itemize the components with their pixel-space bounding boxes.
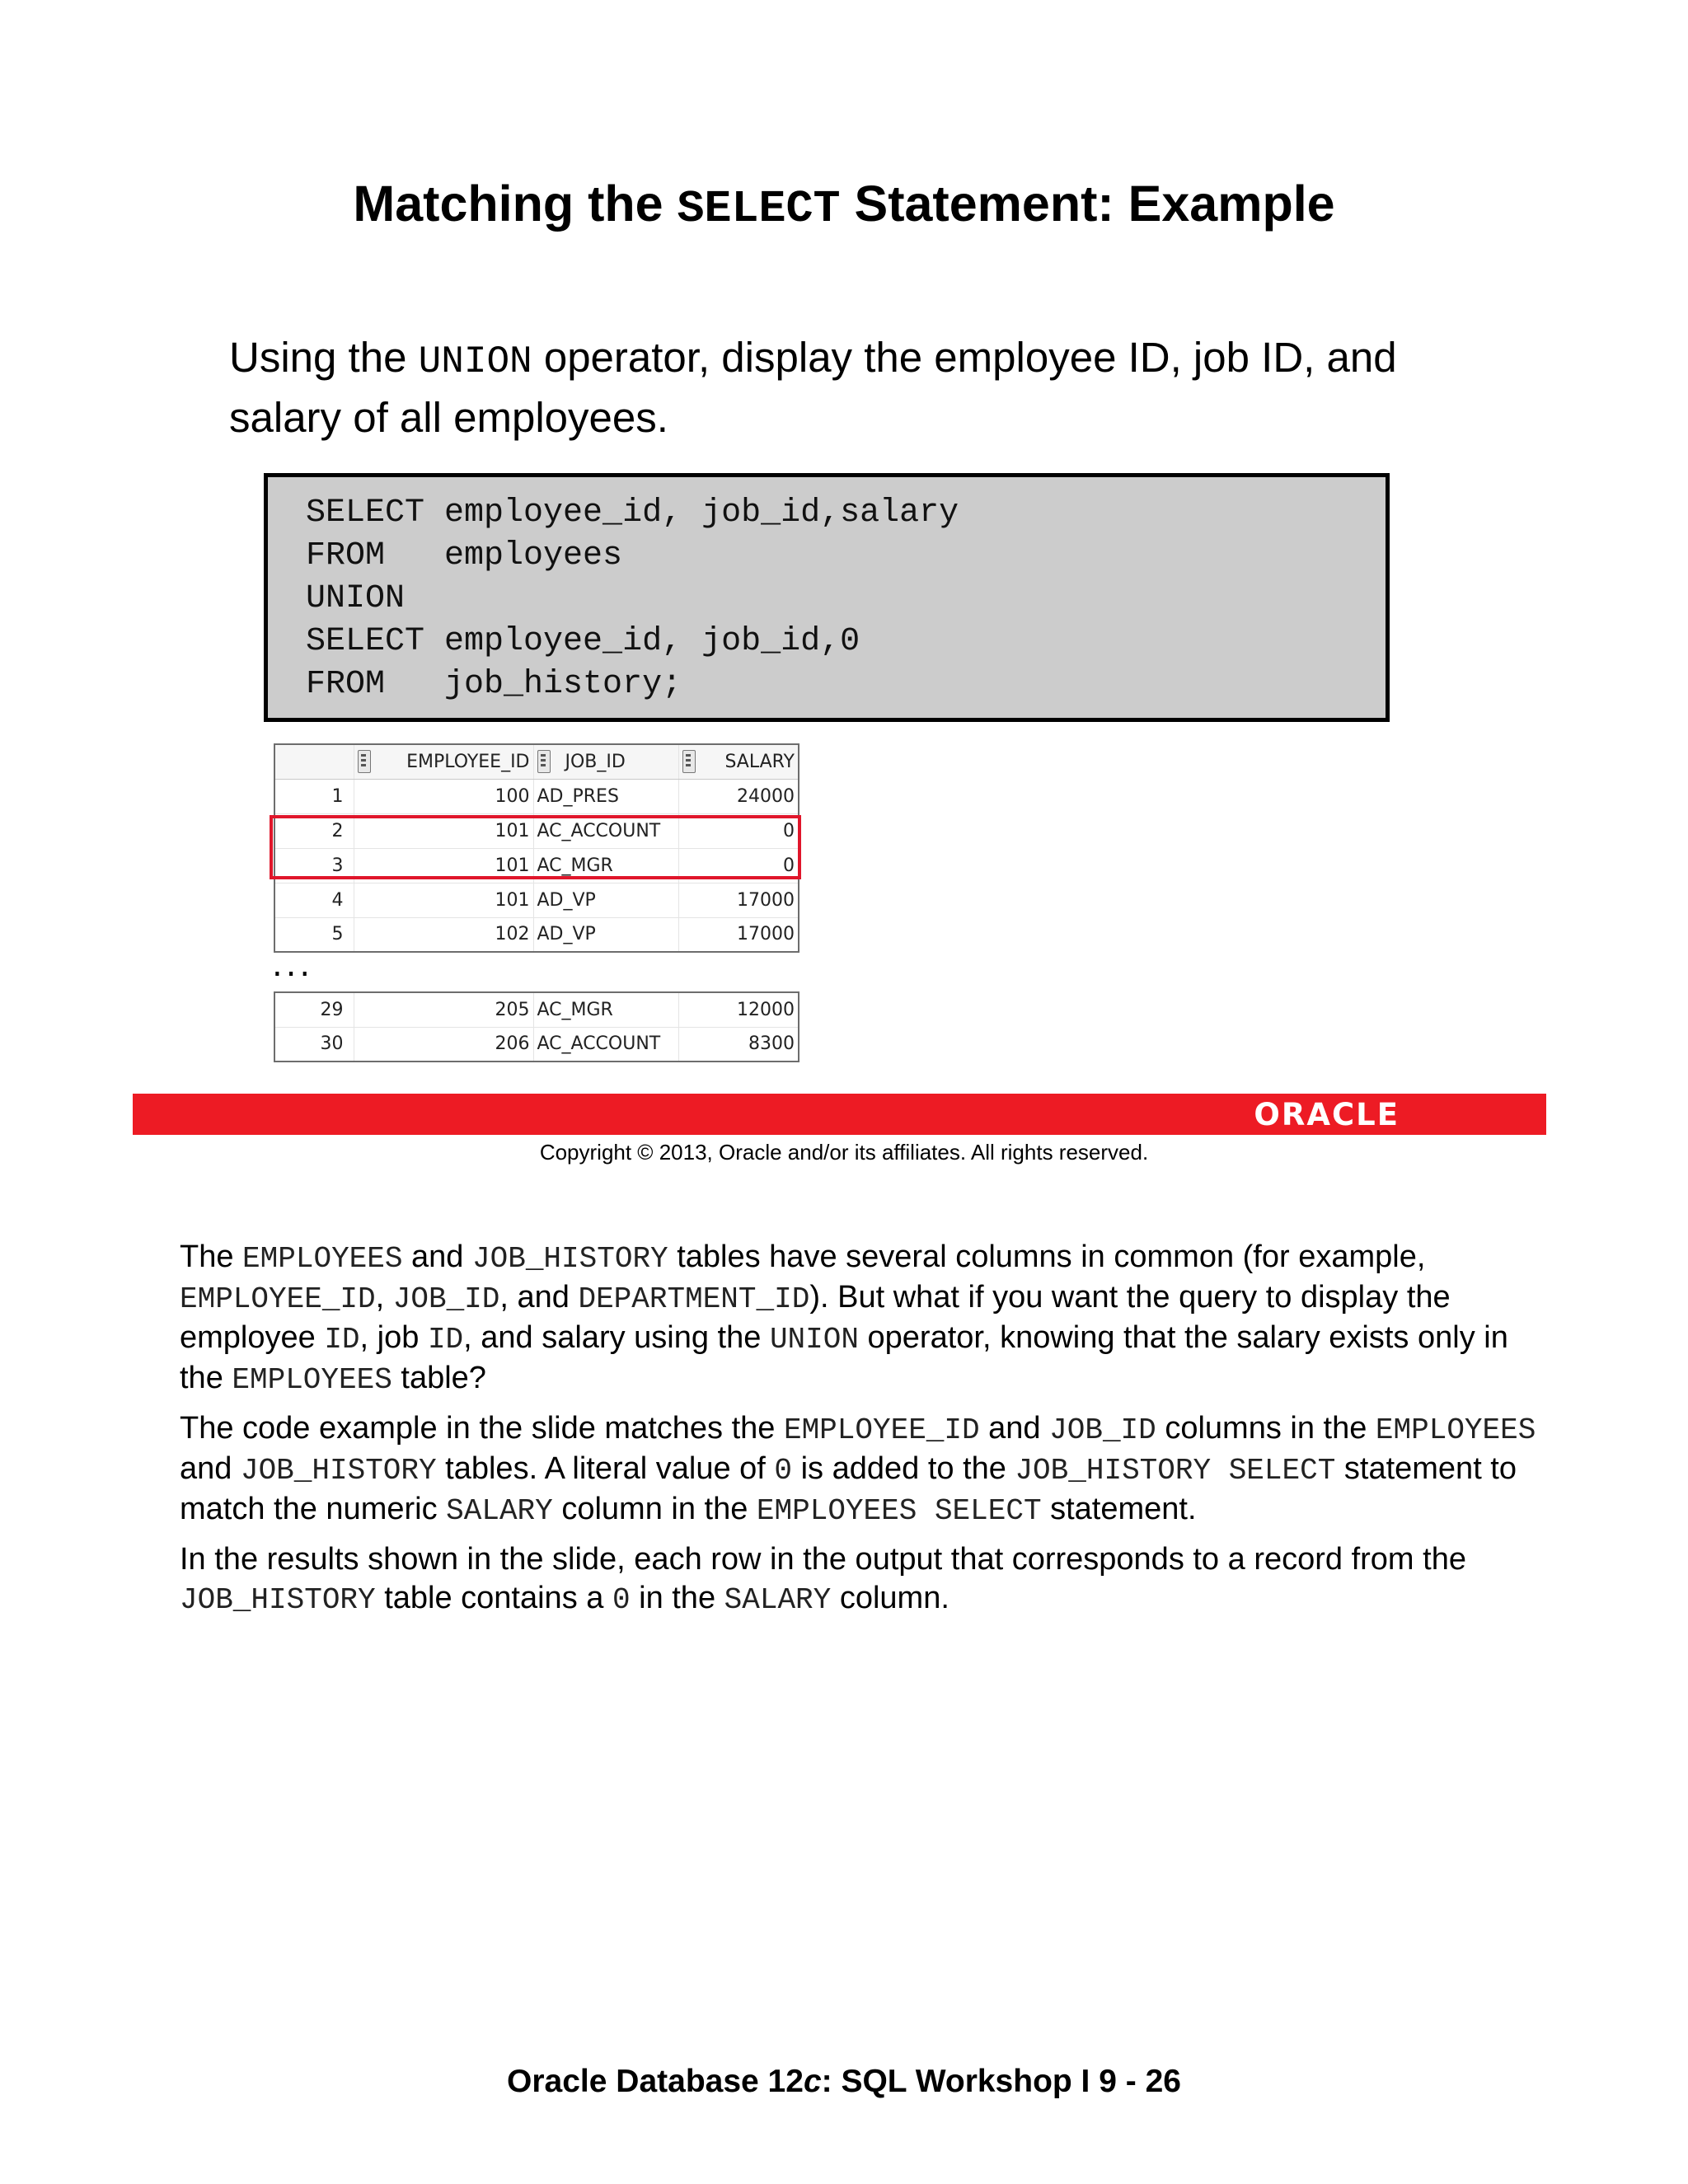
job-id-cell: AC_ACCOUNT — [533, 1027, 678, 1062]
inline-code: JOB_ID — [1049, 1413, 1156, 1447]
notes-text: column in the — [552, 1492, 757, 1526]
sort-icon[interactable] — [358, 750, 371, 773]
notes-text: statement. — [1041, 1492, 1197, 1526]
notes-text: table? — [392, 1361, 486, 1395]
salary-cell: 0 — [678, 813, 799, 848]
notes-text: The — [180, 1240, 243, 1274]
notes-text: , — [375, 1280, 393, 1315]
notes-text: columns in the — [1156, 1411, 1376, 1446]
inline-code: JOB_HISTORY — [240, 1454, 437, 1488]
copyright: Copyright © 2013, Oracle and/or its affiliates. All rights reserved. — [539, 1140, 1149, 1165]
inline-code: 0 — [774, 1454, 793, 1488]
table-header-row — [274, 744, 799, 779]
notes-text: in the — [630, 1581, 724, 1615]
intro-part-end: operator, display the employee ID, job ID, and salary of all employees. — [229, 334, 1397, 441]
row-number: 1 — [274, 779, 354, 813]
row-number: 2 — [274, 813, 354, 848]
table-row[interactable] — [274, 992, 799, 1027]
inline-code: SALARY — [724, 1583, 832, 1617]
employee-id-cell: 101 — [354, 848, 533, 883]
job-id-cell: AD_PRES — [533, 779, 678, 813]
notes-text: ). But what if you want the query to display the employee — [180, 1280, 1451, 1355]
intro-code: UNION — [418, 340, 532, 383]
column-header[interactable] — [678, 744, 799, 779]
inline-code: DEPARTMENT_ID — [578, 1282, 810, 1316]
inline-code: EMPLOYEES — [242, 1242, 403, 1276]
inline-code: JOB_HISTORY — [472, 1242, 668, 1276]
employee-id-cell: 100 — [354, 779, 533, 813]
notes-text: , job — [359, 1320, 428, 1355]
notes-text: and — [402, 1240, 473, 1274]
notes-text: tables. A literal value of — [436, 1451, 775, 1486]
job-id-cell: AC_MGR — [533, 992, 678, 1027]
notes-text: operator, knowing that the salary exists only in the — [180, 1320, 1508, 1395]
salary-cell: 12000 — [678, 992, 799, 1027]
sort-icon[interactable] — [537, 750, 551, 773]
intro-part: Using the — [229, 334, 419, 381]
footer-text-end: : SQL Workshop I 9 - 26 — [821, 2064, 1181, 2099]
notes-text: is added to the — [792, 1451, 1015, 1486]
row-number: 3 — [274, 848, 354, 883]
inline-code: 0 — [612, 1583, 631, 1617]
notes-text: column. — [831, 1581, 950, 1615]
job-id-cell: AC_MGR — [533, 848, 678, 883]
notes-text: statement to match the numeric — [180, 1451, 1517, 1526]
footer-italic: c — [803, 2064, 822, 2099]
notes-text: In the results shown in the slide, each row in the output that corresponds to a record from the — [180, 1542, 1466, 1577]
job-id-cell: AD_VP — [533, 917, 678, 952]
row-number: 30 — [274, 1027, 354, 1062]
column-header-label: SALARY — [724, 751, 795, 772]
inline-code: EMPLOYEE_ID — [783, 1413, 980, 1447]
notes-paragraph — [180, 1540, 1540, 1619]
employee-id-cell: 101 — [354, 883, 533, 917]
column-header-label: EMPLOYEE_ID — [406, 751, 530, 772]
notes-paragraph — [180, 1409, 1540, 1530]
salary-cell: 8300 — [678, 1027, 799, 1062]
title-code: SELECT — [677, 183, 841, 235]
notes-text: , and salary using the — [463, 1320, 770, 1355]
inline-code: ID — [324, 1323, 360, 1357]
intro-text — [229, 330, 1515, 446]
title-text: Matching the — [353, 176, 678, 232]
job-id-cell: AC_ACCOUNT — [533, 813, 678, 848]
inline-code: UNION — [769, 1323, 859, 1357]
notes-text: and — [180, 1451, 241, 1486]
notes-text: and — [979, 1411, 1050, 1446]
result-table-continued — [274, 991, 799, 1062]
inline-code: EMPLOYEES SELECT — [756, 1494, 1042, 1528]
page-footer — [0, 2064, 1688, 2100]
employee-id-cell: 102 — [354, 917, 533, 952]
table-row[interactable] — [274, 1027, 799, 1062]
inline-code: EMPLOYEE_ID — [180, 1282, 376, 1316]
footer-text: Oracle Database 12 — [507, 2064, 804, 2099]
column-header-label: JOB_ID — [565, 751, 626, 772]
inline-code: EMPLOYEES — [232, 1363, 392, 1397]
row-number: 5 — [274, 917, 354, 952]
inline-code: EMPLOYEES — [1375, 1413, 1536, 1447]
row-number: 29 — [274, 992, 354, 1027]
inline-code: ID — [427, 1323, 464, 1357]
salary-cell: 24000 — [678, 779, 799, 813]
employee-id-cell: 101 — [354, 813, 533, 848]
ellipsis: ... — [272, 946, 314, 984]
notes-paragraph — [180, 1238, 1540, 1399]
oracle-logo: ORACLE — [1254, 1097, 1400, 1132]
oracle-banner — [133, 1094, 1546, 1135]
highlight-box — [270, 815, 801, 879]
table-row[interactable] — [274, 917, 799, 952]
table-row[interactable] — [274, 883, 799, 917]
column-header[interactable] — [533, 744, 678, 779]
slide-title — [0, 175, 1688, 235]
title-text-end: Statement: Example — [840, 176, 1335, 232]
job-id-cell: AD_VP — [533, 883, 678, 917]
notes-text: , and — [499, 1280, 579, 1315]
notes-text: The code example in the slide matches the — [180, 1411, 784, 1446]
result-table-body — [274, 992, 799, 1062]
inline-code: SALARY — [446, 1494, 553, 1528]
notes-text: tables have several columns in common (for example, — [668, 1240, 1426, 1274]
notes-section — [180, 1238, 1540, 1629]
inline-code: JOB_HISTORY SELECT — [1015, 1454, 1336, 1488]
employee-id-cell: 205 — [354, 992, 533, 1027]
salary-cell: 0 — [678, 848, 799, 883]
column-header[interactable] — [354, 744, 533, 779]
table-row[interactable] — [274, 779, 799, 813]
inline-code: JOB_HISTORY — [180, 1583, 376, 1617]
salary-cell: 17000 — [678, 917, 799, 952]
row-number: 4 — [274, 883, 354, 917]
sort-icon[interactable] — [682, 750, 696, 773]
row-number-header — [274, 744, 354, 779]
employee-id-cell: 206 — [354, 1027, 533, 1062]
code-block — [264, 473, 1390, 722]
inline-code: JOB_ID — [392, 1282, 500, 1316]
code-text: SELECT employee_id, job_id,salary FROM employees UNION SELECT employee_id, job_id,0 FROM job_history; — [306, 494, 959, 703]
salary-cell: 17000 — [678, 883, 799, 917]
notes-text: table contains a — [375, 1581, 612, 1615]
